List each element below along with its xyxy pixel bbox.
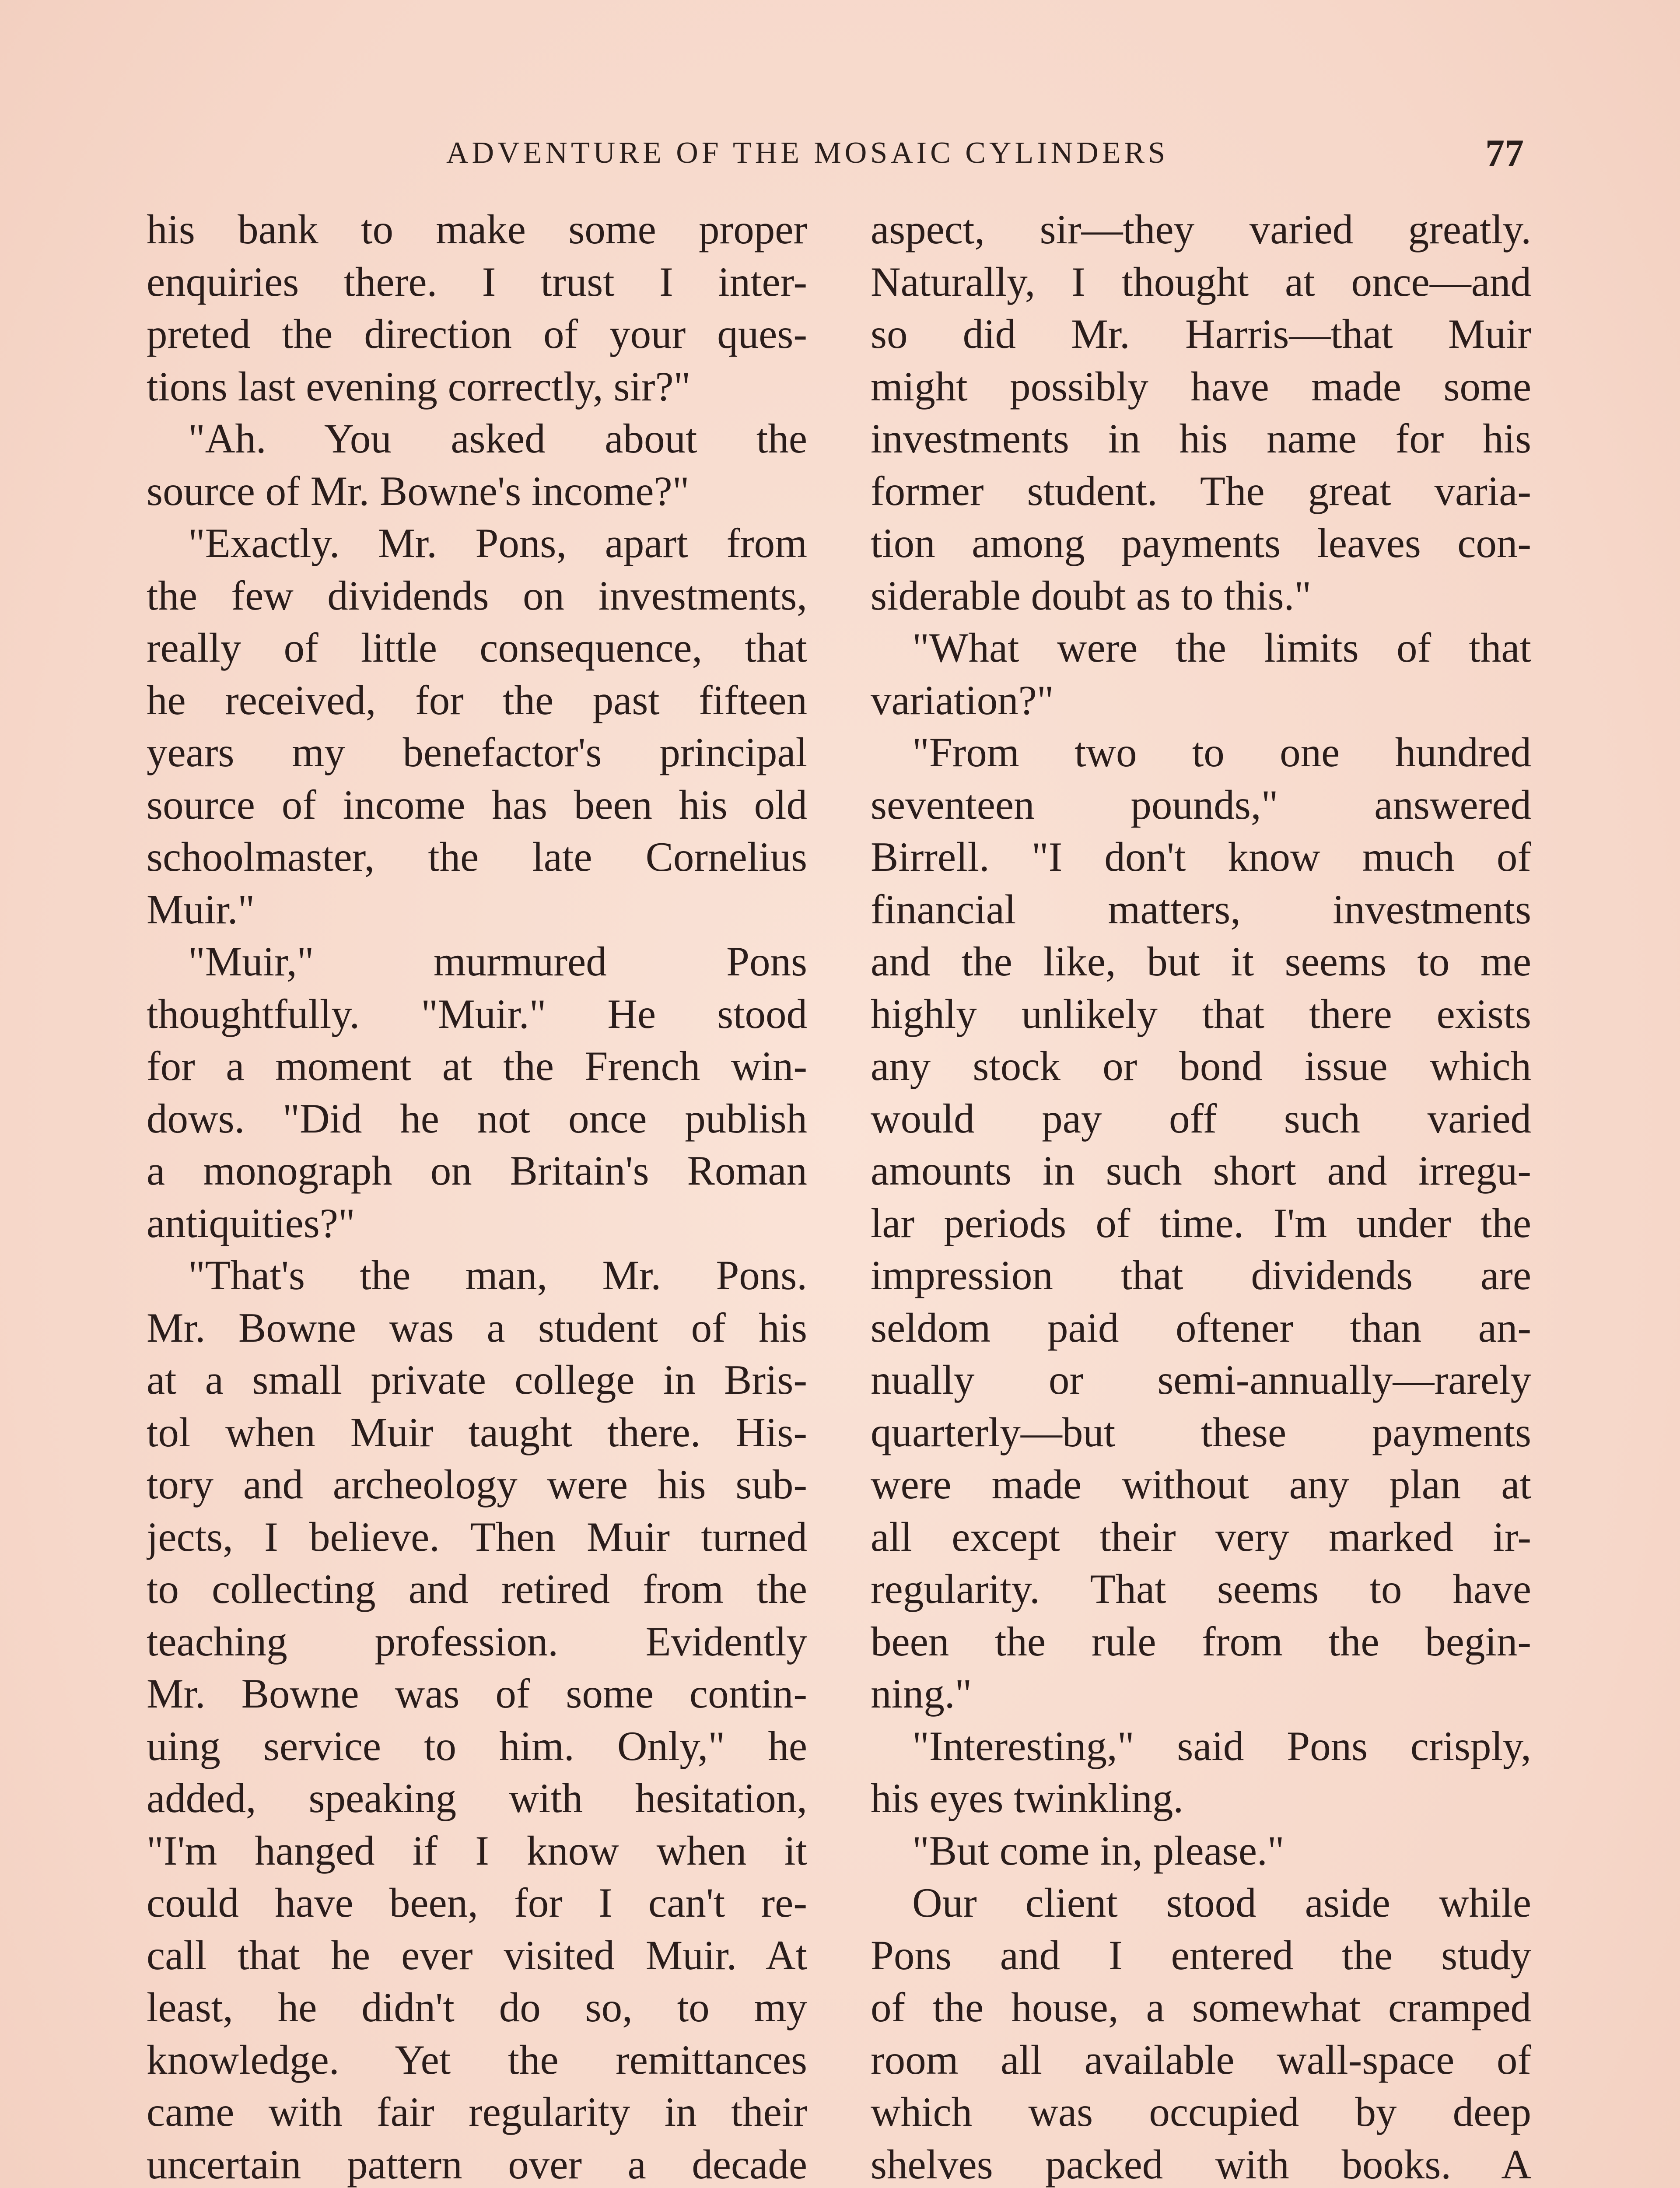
- text-line: enquiries there. I trust I inter-: [147, 258, 807, 305]
- text-line: uncertain pattern over a decade: [147, 2141, 807, 2188]
- text-line: schoolmaster, the late Cornelius: [147, 834, 807, 880]
- text-line: might possibly have made some: [871, 363, 1531, 410]
- text-line: call that he ever visited Muir. At: [147, 1932, 807, 1978]
- text-line: to collecting and retired from the: [147, 1566, 807, 1612]
- text-line: uing service to him. Only," he: [147, 1722, 807, 1769]
- text-line: tory and archeology were his sub-: [147, 1461, 807, 1508]
- text-line: highly unlikely that there exists: [871, 990, 1531, 1037]
- text-line: tion among payments leaves con-: [871, 520, 1531, 566]
- text-line: so did Mr. Harris—that Muir: [871, 311, 1531, 357]
- text-line: "I'm hanged if I know when it: [147, 1827, 807, 1874]
- text-line: investments in his name for his: [871, 415, 1531, 462]
- page-number: 77: [1485, 132, 1524, 175]
- text-line: antiquities?": [147, 1199, 355, 1246]
- text-line: added, speaking with hesitation,: [147, 1775, 807, 1821]
- text-column-right: [871, 203, 1531, 2188]
- text-line: impression that dividends are: [871, 1252, 1531, 1298]
- text-line: teaching profession. Evidently: [147, 1618, 807, 1665]
- text-line: dows. "Did he not once publish: [147, 1095, 807, 1142]
- text-line: Our client stood aside while: [912, 1879, 1531, 1926]
- text-line: of the house, a somewhat cramped: [871, 1984, 1531, 2030]
- text-line: former student. The great varia-: [871, 467, 1531, 514]
- text-line: least, he didn't do so, to my: [147, 1984, 807, 2030]
- text-line: source of income has been his old: [147, 781, 807, 828]
- text-line: were made without any plan at: [871, 1461, 1531, 1508]
- text-line: really of little consequence, that: [147, 624, 807, 671]
- text-line: came with fair regularity in their: [147, 2089, 807, 2135]
- text-line: ning.": [871, 1670, 972, 1717]
- text-line: knowledge. Yet the remittances: [147, 2036, 807, 2083]
- text-line: "Muir," murmured Pons: [188, 938, 807, 985]
- text-line: aspect, sir—they varied greatly.: [871, 206, 1531, 252]
- text-line: nually or semi-annually—rarely: [871, 1357, 1531, 1403]
- text-line: shelves packed with books. A: [871, 2141, 1531, 2188]
- text-line: "Exactly. Mr. Pons, apart from: [188, 520, 807, 566]
- text-line: could have been, for I can't re-: [147, 1879, 807, 1926]
- text-line: the few dividends on investments,: [147, 572, 807, 619]
- text-line: "Ah. You asked about the: [188, 415, 807, 462]
- text-line: regularity. That seems to have: [871, 1566, 1531, 1612]
- running-head-title: ADVENTURE OF THE MOSAIC CYLINDERS: [446, 136, 1169, 170]
- text-line: any stock or bond issue which: [871, 1043, 1531, 1089]
- text-line: "Interesting," said Pons crisply,: [912, 1722, 1531, 1769]
- text-line: lar periods of time. I'm under the: [871, 1199, 1531, 1246]
- text-line: Naturally, I thought at once—and: [871, 258, 1531, 305]
- text-line: seventeen pounds," answered: [871, 781, 1531, 828]
- text-line: financial matters, investments: [871, 886, 1531, 933]
- text-line: Mr. Bowne was a student of his: [147, 1304, 807, 1351]
- text-line: amounts in such short and irregu-: [871, 1147, 1531, 1194]
- text-line: Pons and I entered the study: [871, 1932, 1531, 1978]
- text-line: "What were the limits of that: [912, 624, 1531, 671]
- text-line: thoughtfully. "Muir." He stood: [147, 990, 807, 1037]
- text-line: Mr. Bowne was of some contin-: [147, 1670, 807, 1717]
- text-line: all except their very marked ir-: [871, 1513, 1531, 1560]
- text-line: source of Mr. Bowne's income?": [147, 467, 690, 514]
- text-line: tol when Muir taught there. His-: [147, 1409, 807, 1455]
- text-line: "But come in, please.": [912, 1827, 1284, 1874]
- text-line: "That's the man, Mr. Pons.: [188, 1252, 807, 1298]
- text-line: "From two to one hundred: [912, 729, 1531, 775]
- text-line: would pay off such varied: [871, 1095, 1531, 1142]
- text-line: preted the direction of your ques-: [147, 311, 807, 357]
- text-line: jects, I believe. Then Muir turned: [147, 1513, 807, 1560]
- text-line: variation?": [871, 677, 1054, 723]
- text-line: for a moment at the French win-: [147, 1043, 807, 1089]
- text-line: he received, for the past fifteen: [147, 677, 807, 723]
- text-line: siderable doubt as to this.": [871, 572, 1312, 619]
- text-line: and the like, but it seems to me: [871, 938, 1531, 985]
- text-line: his eyes twinkling.: [871, 1775, 1184, 1821]
- text-line: at a small private college in Bris-: [147, 1357, 807, 1403]
- text-line: Birrell. "I don't know much of: [871, 834, 1531, 880]
- text-line: Muir.": [147, 886, 255, 933]
- text-column-left: [147, 203, 807, 2188]
- text-line: tions last evening correctly, sir?": [147, 363, 691, 410]
- text-line: been the rule from the begin-: [871, 1618, 1531, 1665]
- text-line: his bank to make some proper: [147, 206, 807, 252]
- text-line: quarterly—but these payments: [871, 1409, 1531, 1455]
- text-line: a monograph on Britain's Roman: [147, 1147, 807, 1194]
- text-line: which was occupied by deep: [871, 2089, 1531, 2135]
- text-line: seldom paid oftener than an-: [871, 1304, 1531, 1351]
- text-line: room all available wall-space of: [871, 2036, 1531, 2083]
- text-line: years my benefactor's principal: [147, 729, 807, 775]
